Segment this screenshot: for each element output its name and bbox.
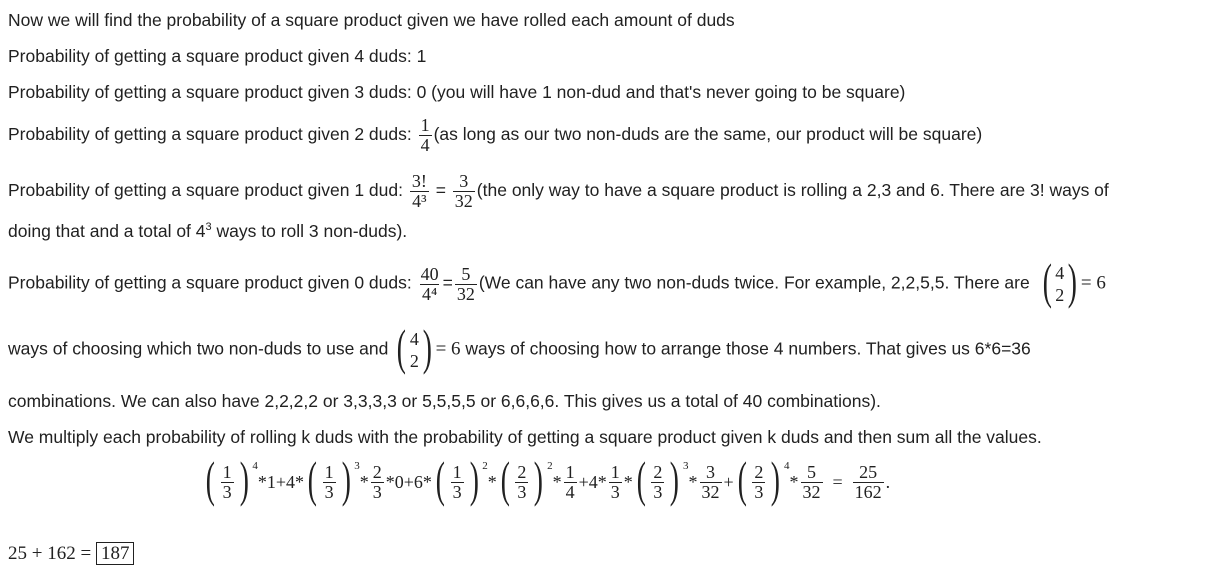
numerator: 2 [754,461,764,482]
denominator: 4³ [412,191,427,211]
dud2-note: (as long as our two non-duds are the same, our product will be square) [433,124,983,145]
equals: = [832,471,843,492]
fraction [651,463,664,502]
binom-top: 4 [1055,263,1065,283]
dud3-line: Probability of getting a square product given 3 duds: 0 (you will have 1 non-dud and that's never going to be square) [8,82,906,102]
right-paren: ) [341,451,351,507]
sum-equation [202,451,891,507]
binomial-4-choose-2 [1039,253,1081,309]
denominator: 4⁴ [421,283,438,304]
binom-top: 4 [409,329,419,349]
left-paren: ( [396,319,407,375]
right-paren: ) [670,451,680,507]
operator: *0+6* [385,471,432,492]
denominator: 3 [324,481,334,502]
binom-value: = 6 [1080,272,1106,294]
numerator: 1 [222,461,232,482]
dud0-label: Probability of getting a square product given 0 duds: [8,272,417,293]
operator: * [789,471,799,492]
denominator: 32 [701,481,720,502]
dud0-line [8,253,1208,309]
fraction [609,463,622,502]
paren-group [202,451,252,507]
numerator: 3! [411,171,427,191]
operator: * [487,471,497,492]
numerator: 2 [372,461,382,482]
numerator: 2 [653,461,663,482]
fraction [752,463,765,502]
final-answer-line [8,543,134,565]
binomial-4-choose-2-b [393,319,435,375]
dud1-note: (the only way to have a square product is rolling a 2,3 and 6. There are 3! ways of [476,180,1109,201]
cont-text-b: ways to roll 3 non-duds). [211,221,408,241]
dud0-fraction-b [455,265,477,304]
exponent: 4 [252,460,258,472]
dud0-note: (We can have any two non-duds twice. For example, 2,2,5,5. There are [478,272,1030,293]
fraction [451,463,464,502]
right-paren: ) [469,451,479,507]
ways-note: ways of choosing how to arrange those 4 numbers. That gives us 6*6=36 [460,338,1031,359]
operator: + [723,471,734,492]
exponent: 2 [482,460,488,472]
denominator: 3 [372,481,382,502]
multiply-line: We multiply each probability of rolling k duds with the probability of getting a square product given k duds and then sum all the values. [8,427,1042,447]
fraction [323,463,336,502]
numerator: 3 [459,171,469,191]
paren-group [432,451,482,507]
operator: * [359,471,369,492]
fraction [221,463,234,502]
paren-group [734,451,784,507]
dud2-line [8,116,982,155]
denominator: 3 [653,481,663,502]
dud1-line [8,172,1109,211]
denominator: 3 [222,481,232,502]
exponent: 3 [205,221,212,234]
numerator: 5 [461,263,471,284]
denominator: 32 [456,283,475,304]
fraction [515,463,528,502]
denominator: 3 [517,481,527,502]
paren-group [633,451,683,507]
numerator: 40 [420,263,439,284]
denominator: 4 [420,135,430,155]
cont-text-a: doing that and a total of 4 [8,221,206,241]
ways-value: = 6 [435,338,461,360]
numerator: 25 [859,461,878,482]
denominator: 32 [454,191,473,211]
binom-stack [1055,262,1064,306]
left-paren: ( [500,451,510,507]
operator: *1+4* [257,471,304,492]
numerator: 2 [517,461,527,482]
exponent: 2 [547,460,553,472]
paren-group [497,451,547,507]
combinations-line: combinations. We can also have 2,2,2,2 or 3,3,3,3 or 5,5,5,5 or 6,6,6,6. This gives us a total of 40 combinations). [8,391,881,411]
ways-line [8,319,1031,375]
denominator: 3 [610,481,620,502]
dud1-label: Probability of getting a square product given 1 dud: [8,180,408,201]
right-paren: ) [239,451,249,507]
left-paren: ( [205,451,215,507]
final-answer-box: 187 [96,542,135,565]
left-paren: ( [636,451,646,507]
right-paren: ) [1068,253,1078,309]
dud1-fraction-a [410,172,429,211]
numerator: 3 [706,461,716,482]
period: . [885,471,891,492]
left-paren: ( [737,451,747,507]
denominator: 3 [754,481,764,502]
dud1-fraction-b [453,172,475,211]
dud4-line: Probability of getting a square product given 4 duds: 1 [8,46,427,66]
fraction [801,463,823,502]
operator: +4* [578,471,607,492]
fraction [371,463,384,502]
paren-group [304,451,354,507]
dud2-label: Probability of getting a square product given 2 duds: [8,124,417,145]
numerator: 1 [452,461,462,482]
binom-bottom: 2 [409,351,419,371]
result-fraction [853,463,884,502]
denominator: 162 [854,481,882,502]
intro-text: Now we will find the probability of a square product given we have rolled each amount of duds [8,10,735,30]
numerator: 5 [807,461,816,482]
numerator: 1 [610,461,620,482]
equals: = [430,180,451,201]
equals: = [442,272,453,293]
left-paren: ( [1042,253,1052,309]
exponent: 4 [784,460,790,472]
right-paren: ) [534,451,544,507]
fraction [564,463,577,502]
numerator: 1 [420,115,430,135]
fraction [700,463,722,502]
binom-stack [410,328,419,372]
final-expression: 25 + 162 = [8,543,96,564]
right-paren: ) [422,319,432,375]
left-paren: ( [435,451,445,507]
numerator: 1 [565,461,575,482]
dud2-fraction [419,116,432,155]
denominator: 3 [452,481,462,502]
operator: * [623,471,633,492]
denominator: 32 [802,481,821,502]
exponent: 3 [683,460,689,472]
left-paren: ( [307,451,317,507]
operator: * [688,471,698,492]
exponent: 3 [354,460,360,472]
operator: * [552,471,562,492]
right-paren: ) [771,451,781,507]
numerator: 1 [324,461,334,482]
ways-label: ways of choosing which two non-duds to use and [8,338,389,359]
denominator: 4 [565,481,575,502]
binom-bottom: 2 [1055,285,1065,305]
dud1-continuation [8,221,407,242]
dud0-fraction-a [419,265,441,304]
